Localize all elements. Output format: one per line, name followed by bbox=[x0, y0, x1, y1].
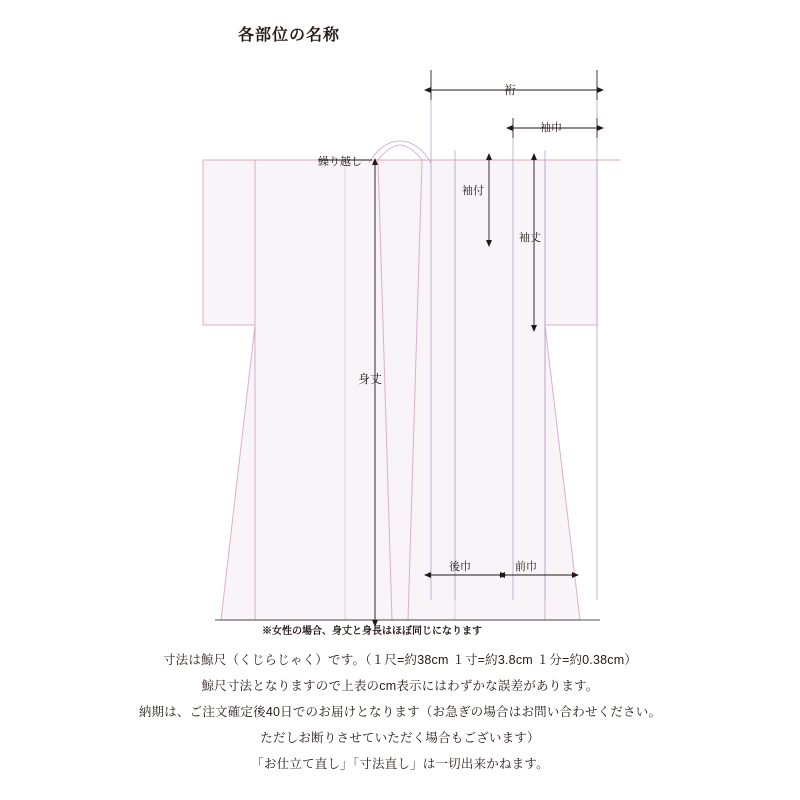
label-yuki: 裄 bbox=[504, 83, 517, 97]
diagram-note: ※女性の場合、身丈と身長はほぼ同じになります bbox=[262, 626, 482, 637]
label-maehaba: 前巾 bbox=[515, 561, 537, 573]
label-mitake: 身丈 bbox=[358, 372, 383, 386]
footer-notes bbox=[0, 652, 800, 781]
label-ushirohaba: 後巾 bbox=[449, 561, 471, 573]
footer-line-2: 鯨尺寸法となりますので上表のcm表示にはわずかな誤差があります。 bbox=[201, 678, 599, 693]
footer-line-3: 納期は、ご注文確定後40日でのお届けとなります（お急ぎの場合はお問い合わせください。 bbox=[138, 704, 662, 719]
label-sodetsuke: 袖付 bbox=[462, 185, 484, 197]
page-title: 各部位の名称 bbox=[238, 27, 341, 44]
label-sodehaba: 袖巾 bbox=[540, 122, 562, 134]
label-sodetake: 袖丈 bbox=[519, 232, 541, 244]
footer-line-1: 寸法は鯨尺（くじらじゃく）です。（１尺=約38cm １寸=約3.8cm １分=約0.38cm） bbox=[162, 653, 638, 667]
footer-line-5: 「お仕立て直し」「寸法直し」は一切出来かねます。 bbox=[251, 756, 549, 771]
label-kurikoshi: 繰り越し bbox=[318, 156, 362, 168]
garment-shape bbox=[203, 141, 597, 620]
footer-line-4: ただしお断りさせていただく場合もございます） bbox=[260, 730, 540, 745]
